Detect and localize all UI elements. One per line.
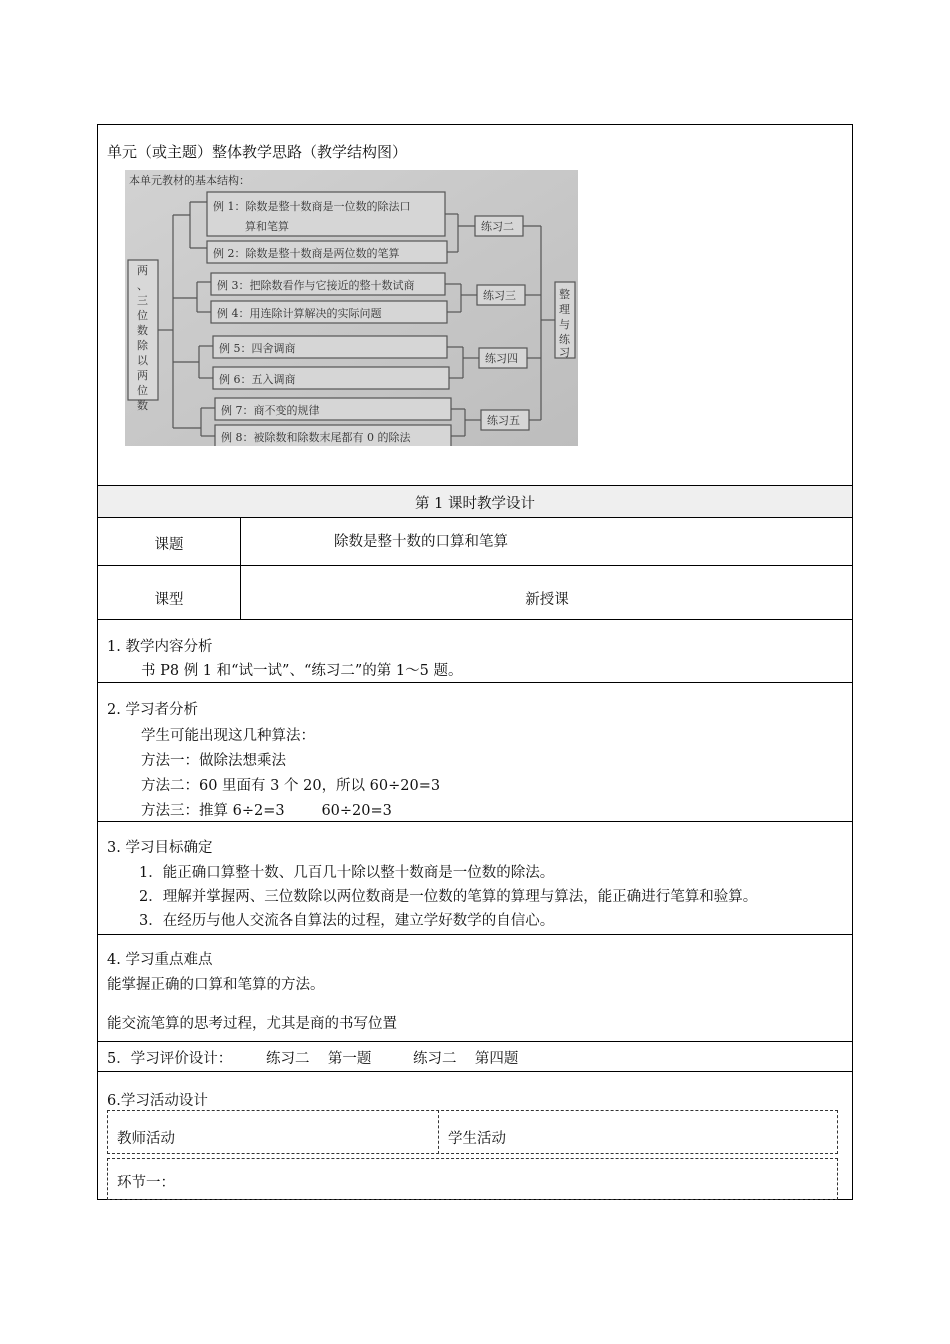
activity-stage-row bbox=[107, 1158, 838, 1200]
section-line: 学生可能出现这几种算法： bbox=[141, 728, 315, 744]
topic-value: 除数是整十数的口算和笔算 bbox=[334, 534, 508, 550]
diagram-exercise: 练习三 bbox=[483, 289, 516, 302]
section-evaluation bbox=[98, 1042, 852, 1072]
diagram-exercise: 练习五 bbox=[487, 414, 520, 427]
diagram-summary-char: 与 bbox=[559, 318, 570, 331]
diagram-example: 例 6：五入调商 bbox=[219, 373, 296, 386]
teacher-activity-header: 教师活动 bbox=[117, 1131, 175, 1147]
goal-line: 1．能正确口算整十数、几百几十除以整十数商是一位数的除法。 bbox=[139, 865, 555, 881]
diagram-example: 例 4：用连除计算解决的实际问题 bbox=[217, 307, 382, 320]
diagram-root-char: 、 bbox=[137, 279, 148, 292]
diagram-summary-char: 习 bbox=[559, 346, 570, 359]
type-value: 新授课 bbox=[525, 592, 569, 608]
diagram-root-char: 两 bbox=[137, 264, 148, 277]
diagram-example: 例 8：被除数和除数末尾都有 0 的除法 bbox=[221, 431, 411, 444]
type-label: 课型 bbox=[154, 592, 184, 608]
diagram-root-char: 除 bbox=[137, 339, 148, 352]
diagram-exercise: 练习二 bbox=[481, 220, 514, 233]
section-activity-design bbox=[98, 1072, 852, 1200]
diagram-root-char: 三 bbox=[137, 294, 148, 307]
lesson-title-row bbox=[98, 486, 852, 518]
key-point-line: 能交流笔算的思考过程，尤其是商的书写位置 bbox=[107, 1016, 397, 1032]
structure-diagram bbox=[125, 170, 578, 446]
section-title: 4. 学习重点难点 bbox=[107, 952, 213, 968]
section-line: 方法三：推算 6÷2=3 60÷20=3 bbox=[141, 803, 392, 819]
section-title: 1. 教学内容分析 bbox=[107, 639, 213, 655]
diagram-summary-char: 理 bbox=[559, 303, 570, 316]
section-line: 方法一：做除法想乘法 bbox=[141, 753, 286, 769]
diagram-example: 例 2：除数是整十数商是两位数的笔算 bbox=[213, 247, 400, 260]
diagram-root-char: 位 bbox=[137, 384, 148, 397]
section-content-analysis bbox=[98, 620, 852, 683]
topic-label: 课题 bbox=[154, 537, 184, 553]
evaluation-item: 练习二 第一题 bbox=[266, 1051, 372, 1067]
diagram-example: 例 1：除数是整十数商是一位数的除法口 bbox=[213, 200, 411, 213]
section-title: 6.学习活动设计 bbox=[107, 1093, 208, 1109]
section-learning-goals bbox=[98, 822, 852, 935]
section-body: 书 P8 例 1 和“试一试”、“练习二”的第 1～5 题。 bbox=[141, 663, 463, 679]
section-title: 3. 学习目标确定 bbox=[107, 840, 213, 856]
goal-line: 3．在经历与他人交流各自算法的过程，建立学好数学的自信心。 bbox=[139, 913, 555, 929]
evaluation-item: 练习二 第四题 bbox=[413, 1051, 519, 1067]
stage-label: 环节一： bbox=[117, 1175, 175, 1191]
student-activity-header: 学生活动 bbox=[448, 1131, 506, 1147]
diagram-example: 例 7：商不变的规律 bbox=[221, 404, 320, 417]
diagram-exercise: 练习四 bbox=[485, 352, 518, 365]
diagram-example: 例 3：把除数看作与它接近的整十数试商 bbox=[217, 279, 415, 292]
section-key-points bbox=[98, 935, 852, 1042]
topic-row bbox=[98, 518, 852, 566]
lesson-title: 第 1 课时教学设计 bbox=[415, 496, 535, 512]
diagram-example: 算和笔算 bbox=[245, 220, 289, 233]
diagram-summary-char: 练 bbox=[559, 333, 570, 346]
diagram-root-char: 数 bbox=[137, 324, 148, 337]
diagram-root-char: 两 bbox=[137, 369, 148, 382]
diagram-example: 例 5：四舍调商 bbox=[219, 342, 296, 355]
key-point-line: 能掌握正确的口算和笔算的方法。 bbox=[107, 977, 325, 993]
section-title: 5．学习评价设计： bbox=[107, 1051, 233, 1067]
lesson-plan-table bbox=[97, 124, 853, 1200]
type-row bbox=[98, 566, 852, 620]
diagram-root-char: 位 bbox=[137, 309, 148, 322]
goal-line: 2．理解并掌握两、三位数除以两位数商是一位数的笔算的算理与算法，能正确进行笔算和验算。 bbox=[139, 889, 758, 905]
section-line: 方法二：60 里面有 3 个 20，所以 60÷20=3 bbox=[141, 778, 441, 794]
section-title: 2. 学习者分析 bbox=[107, 702, 198, 718]
diagram-root-char: 数 bbox=[137, 399, 148, 412]
diagram-caption: 本单元教材的基本结构： bbox=[129, 174, 250, 187]
structure-row bbox=[98, 125, 852, 486]
diagram-summary-char: 整 bbox=[559, 288, 570, 301]
section-header: 单元（或主题）整体教学思路（教学结构图） bbox=[107, 143, 408, 161]
diagram-root-char: 以 bbox=[137, 354, 148, 367]
section-learner-analysis bbox=[98, 683, 852, 822]
